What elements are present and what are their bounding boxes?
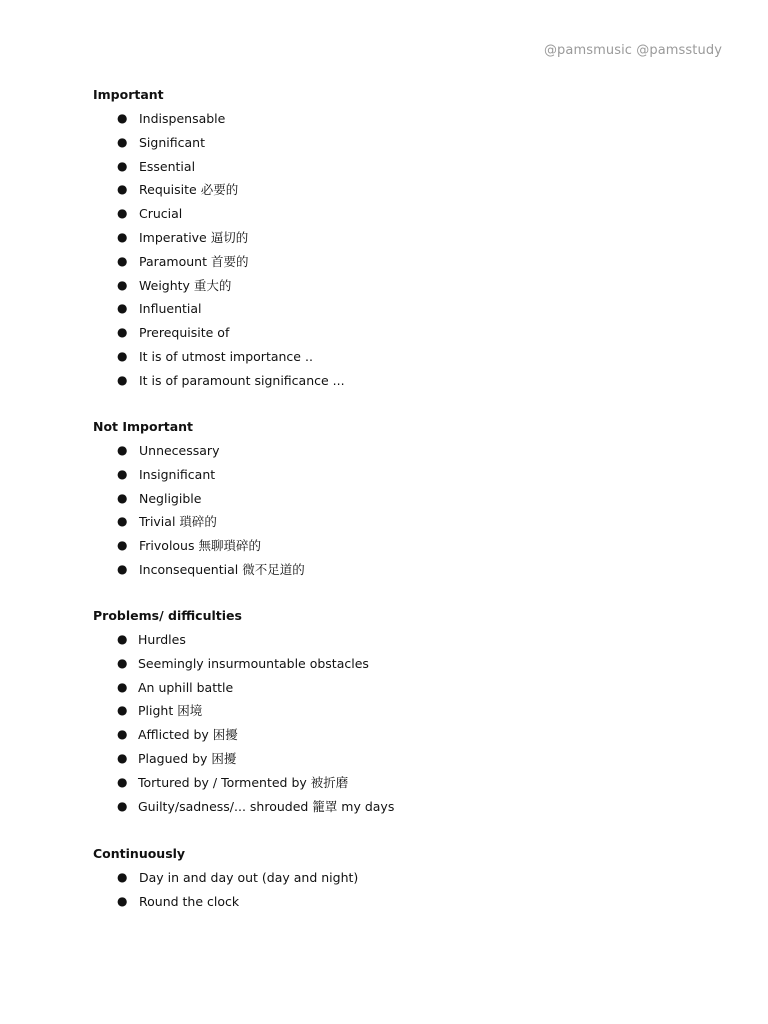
section-title: Problems/ difficulties xyxy=(93,608,242,623)
bullet-icon: ● xyxy=(117,490,128,505)
list-item-text: Inconsequential 微不足道的 xyxy=(139,561,305,577)
list-item xyxy=(93,274,345,298)
bullet-icon: ● xyxy=(117,750,128,765)
bullet-icon: ● xyxy=(117,229,128,244)
bullet-icon: ● xyxy=(117,798,128,813)
list-item-text: It is of paramount significance ... xyxy=(139,372,345,388)
list-item xyxy=(93,107,345,131)
bullet-list xyxy=(93,866,358,914)
list-item-text: Paramount 首要的 xyxy=(139,253,249,269)
list-item xyxy=(93,890,358,914)
bullet-icon: ● xyxy=(117,206,128,221)
list-item xyxy=(93,178,345,202)
list-item-text: Requisite 必要的 xyxy=(139,182,239,198)
bullet-icon: ● xyxy=(117,466,128,481)
list-item xyxy=(93,723,394,747)
list-item xyxy=(93,345,345,369)
list-item-text: Weighty 重大的 xyxy=(139,277,232,293)
watermark: @pamsmusic @pamsstudy xyxy=(543,43,722,58)
bullet-icon: ● xyxy=(117,727,128,742)
bullet-icon: ● xyxy=(117,111,128,125)
bullet-icon: ● xyxy=(117,158,128,173)
list-item-text: Insignificant xyxy=(139,466,216,482)
bullet-icon: ● xyxy=(117,679,128,694)
bullet-icon: ● xyxy=(117,774,128,789)
list-item xyxy=(93,747,394,771)
list-item-text: Plagued by 困擾 xyxy=(138,750,237,766)
list-item-text: Afflicted by 困擾 xyxy=(138,727,238,743)
list-item-text: Negligible xyxy=(139,490,202,506)
list-item xyxy=(93,628,394,652)
bullet-icon: ● xyxy=(117,277,128,292)
section-problems-difficulties xyxy=(93,604,394,818)
list-item xyxy=(93,510,305,534)
section-important xyxy=(93,83,345,393)
list-item-text: Trivial 瑣碎的 xyxy=(139,514,217,530)
list-item-text: Indispensable xyxy=(139,111,226,126)
list-item xyxy=(93,652,394,676)
list-item xyxy=(93,226,345,250)
bullet-icon: ● xyxy=(117,893,128,908)
list-item xyxy=(93,534,305,558)
bullet-icon: ● xyxy=(117,134,128,149)
list-item xyxy=(93,487,305,511)
list-item-text: Essential xyxy=(139,158,196,174)
list-item xyxy=(93,250,345,274)
bullet-icon: ● xyxy=(117,253,128,268)
list-item xyxy=(93,795,394,819)
list-item-text: Seemingly insurmountable obstacles xyxy=(138,655,369,671)
list-item-text: Tortured by / Tormented by 被折磨 xyxy=(138,774,349,790)
section-continuously xyxy=(93,842,358,914)
list-item-text: Plight 困境 xyxy=(138,703,203,719)
list-item-text: Unnecessary xyxy=(139,443,220,458)
list-item xyxy=(93,369,345,393)
section-title: Continuously xyxy=(93,846,186,861)
bullet-icon: ● xyxy=(117,632,128,646)
bullet-icon: ● xyxy=(117,372,128,387)
list-item xyxy=(93,866,358,890)
list-item xyxy=(93,155,345,179)
list-item-text: An uphill battle xyxy=(138,679,234,695)
list-item-text: Crucial xyxy=(139,206,183,222)
list-item xyxy=(93,699,394,723)
bullet-list xyxy=(93,628,394,818)
bullet-icon: ● xyxy=(117,348,128,363)
bullet-icon: ● xyxy=(117,514,128,529)
list-item-text: Significant xyxy=(139,134,205,150)
list-item-text: Influential xyxy=(139,301,202,317)
section-not-important xyxy=(93,415,305,582)
bullet-icon: ● xyxy=(117,301,128,316)
bullet-icon: ● xyxy=(117,703,128,718)
bullet-icon: ● xyxy=(117,870,128,884)
list-item xyxy=(93,297,345,321)
bullet-icon: ● xyxy=(117,538,128,553)
bullet-icon: ● xyxy=(117,655,128,670)
section-title: Important xyxy=(93,87,164,102)
list-item-text: It is of utmost importance .. xyxy=(139,348,313,364)
list-item-text: Round the clock xyxy=(139,893,240,909)
list-item-text: Guilty/sadness/... shrouded 籠罩 my days xyxy=(138,798,395,814)
bullet-icon: ● xyxy=(117,561,128,576)
bullet-icon: ● xyxy=(117,443,128,457)
list-item xyxy=(93,463,305,487)
bullet-icon: ● xyxy=(117,325,128,340)
list-item-text: Day in and day out (day and night) xyxy=(139,870,359,885)
list-item xyxy=(93,202,345,226)
list-item-text: Prerequisite of xyxy=(139,325,230,341)
list-item-text: Hurdles xyxy=(138,632,186,647)
list-item-text: Imperative 逼切的 xyxy=(139,229,249,245)
bullet-list xyxy=(93,439,305,582)
list-item xyxy=(93,321,345,345)
list-item xyxy=(93,676,394,700)
list-item xyxy=(93,131,345,155)
section-title: Not Important xyxy=(93,419,194,434)
list-item-text: Frivolous 無聊瑣碎的 xyxy=(139,538,261,554)
list-item xyxy=(93,558,305,582)
list-item xyxy=(93,771,394,795)
bullet-icon: ● xyxy=(117,182,128,197)
bullet-list xyxy=(93,107,345,393)
list-item xyxy=(93,439,305,463)
